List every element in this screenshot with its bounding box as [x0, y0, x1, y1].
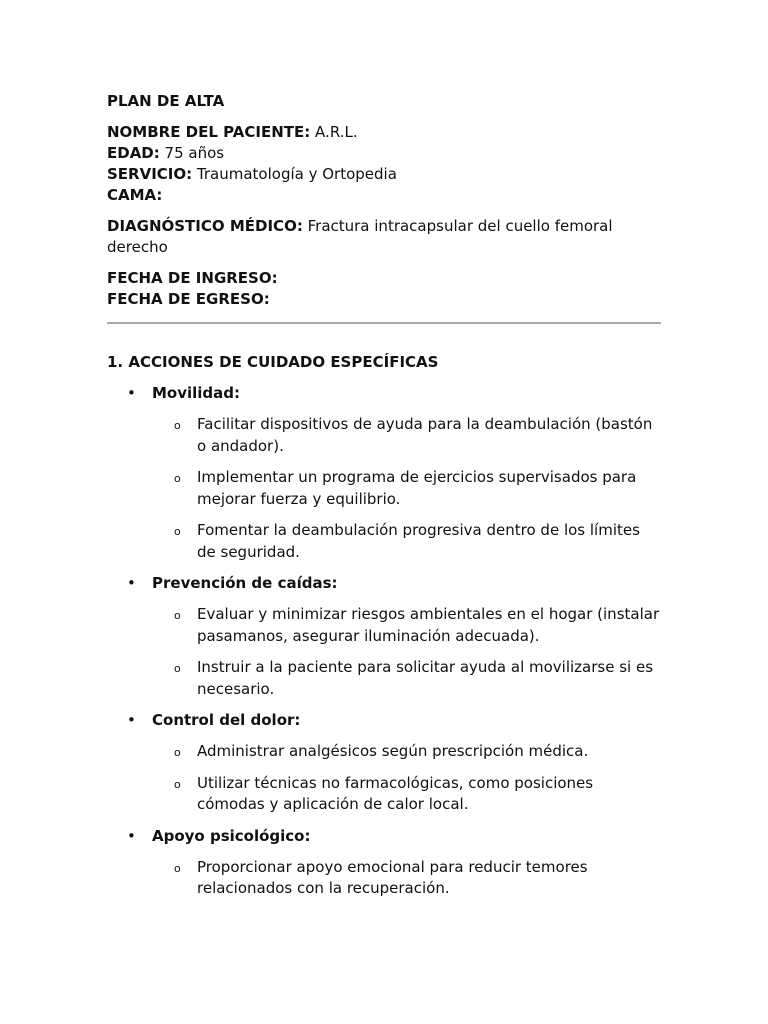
- list-item: [152, 467, 661, 510]
- patient-info: [107, 122, 661, 206]
- discharge-date-row: [107, 289, 661, 310]
- list-item: [152, 741, 661, 763]
- document-title: PLAN DE ALTA: [107, 92, 225, 110]
- sub-bullet-icon: o: [174, 525, 181, 538]
- admission-date-row: [107, 268, 661, 289]
- patient-bed-label: CAMA:: [107, 186, 163, 204]
- group-label: Control del dolor:: [152, 711, 301, 729]
- list-item-text: Facilitar dispositivos de ayuda para la deambulación (bastón o andador).: [197, 415, 653, 455]
- list-item: [152, 773, 661, 816]
- list-item: [152, 657, 661, 700]
- diagnosis: [107, 216, 661, 258]
- list-item: [152, 857, 661, 900]
- list-item-text: Instruir a la paciente para solicitar ayuda al movilizarse si es necesario.: [197, 658, 654, 698]
- sub-bullet-icon: o: [174, 861, 181, 875]
- care-group-mobility: [107, 383, 661, 563]
- section-1-title: 1. ACCIONES DE CUIDADO ESPECÍFICAS: [107, 353, 439, 371]
- sub-bullet-icon: o: [174, 746, 181, 759]
- group-label: Apoyo psicológico:: [152, 826, 311, 845]
- list-item-text: Administrar analgésicos según prescripción médica.: [197, 742, 589, 760]
- patient-name-label: NOMBRE DEL PACIENTE:: [107, 123, 311, 141]
- care-group-fall-prevention: [107, 573, 661, 700]
- group-items: [152, 741, 661, 816]
- sub-bullet-icon: o: [174, 662, 181, 675]
- admission-date-label: FECHA DE INGRESO:: [107, 269, 278, 287]
- group-items: [152, 604, 661, 700]
- list-item-text: Evaluar y minimizar riesgos ambientales en el hogar (instalar pasamanos, asegurar iluminación adecuada).: [197, 605, 660, 645]
- patient-name-value: A.R.L.: [315, 123, 358, 141]
- list-item-text: Proporcionar apoyo emocional para reducir temores relacionados con la recuperación.: [197, 857, 588, 897]
- list-item-text: Fomentar la deambulación progresiva dentro de los límites de seguridad.: [197, 521, 640, 561]
- bullet-icon: •: [127, 711, 136, 729]
- section-divider: [107, 322, 661, 324]
- group-items: [152, 414, 661, 563]
- sub-bullet-icon: o: [174, 609, 181, 622]
- care-group-psychological-support: [107, 826, 661, 900]
- care-actions-list: [107, 383, 661, 900]
- list-item: [152, 414, 661, 457]
- care-group-pain-control: [107, 710, 661, 816]
- group-items: [152, 857, 661, 900]
- list-item-text: Utilizar técnicas no farmacológicas, como posiciones cómodas y aplicación de calor local.: [197, 773, 594, 813]
- discharge-date-label: FECHA DE EGRESO:: [107, 290, 270, 308]
- list-item: [152, 604, 661, 647]
- group-label: Prevención de caídas:: [152, 574, 338, 592]
- bullet-icon: •: [127, 384, 136, 402]
- bullet-icon: •: [127, 574, 136, 592]
- patient-name-row: [107, 122, 661, 143]
- patient-age-value: 75 años: [164, 144, 225, 162]
- dates: [107, 268, 661, 310]
- patient-bed-row: [107, 185, 661, 206]
- patient-age-label: EDAD:: [107, 144, 160, 162]
- group-label: Movilidad:: [152, 384, 241, 402]
- patient-age-row: [107, 143, 661, 164]
- diagnosis-value: Fractura intracapsular del cuello femoral derecho: [107, 217, 613, 256]
- diagnosis-label: DIAGNÓSTICO MÉDICO:: [107, 217, 303, 235]
- sub-bullet-icon: o: [174, 472, 181, 485]
- sub-bullet-icon: o: [174, 777, 181, 791]
- bullet-icon: •: [127, 826, 136, 845]
- patient-service-label: SERVICIO:: [107, 165, 193, 183]
- diagnosis-row: [107, 216, 661, 258]
- list-item: [152, 520, 661, 563]
- sub-bullet-icon: o: [174, 419, 181, 432]
- patient-service-row: [107, 164, 661, 185]
- list-item-text: Implementar un programa de ejercicios supervisados para mejorar fuerza y equilibrio.: [197, 468, 637, 508]
- patient-service-value: Traumatología y Ortopedia: [196, 165, 397, 183]
